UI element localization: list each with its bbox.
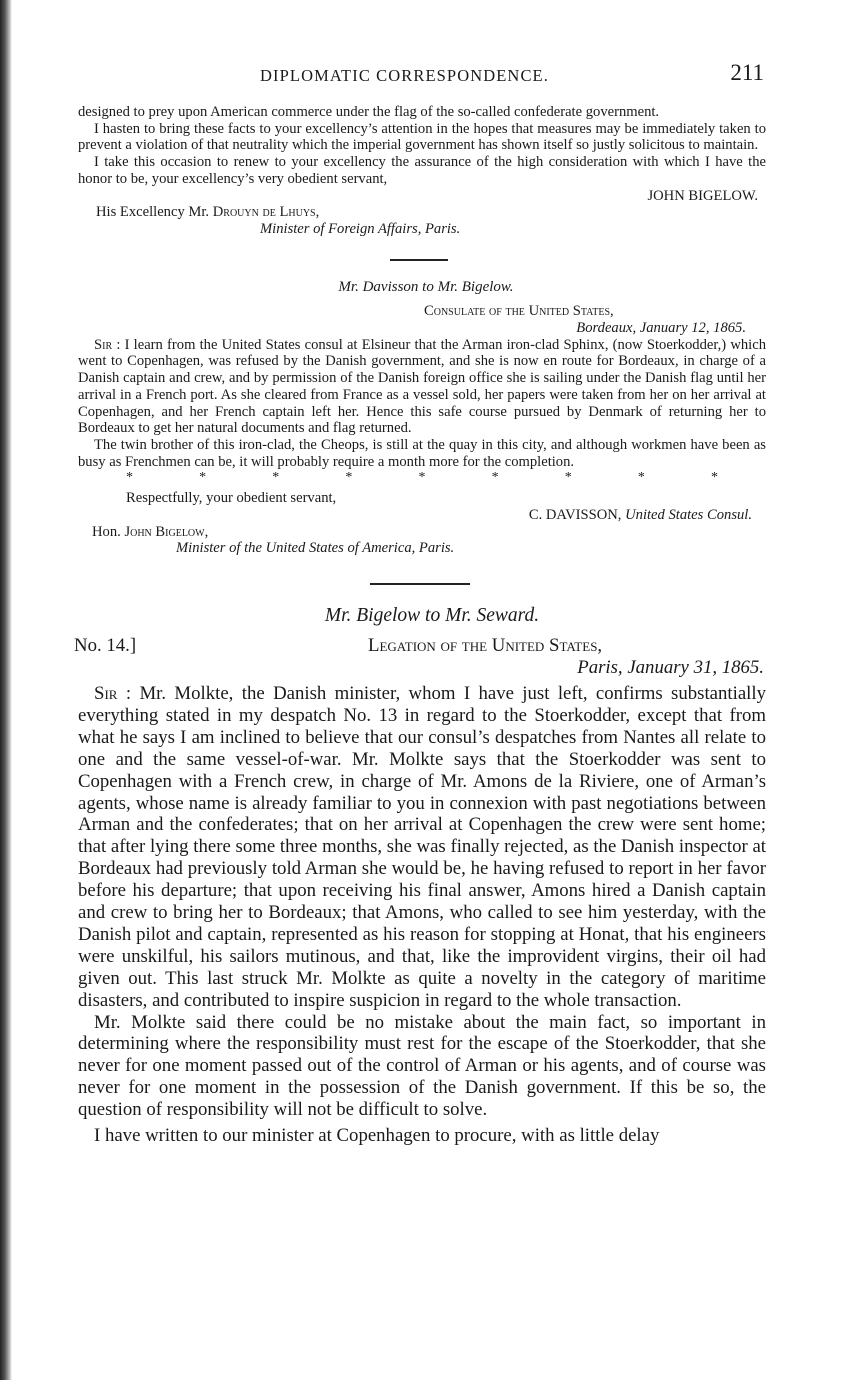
letter-bigelow-to-seward	[74, 605, 766, 1147]
page-header	[78, 60, 766, 100]
date-line: Bordeaux, January 12, 1865.	[576, 320, 746, 337]
page	[74, 60, 766, 1147]
signature	[78, 507, 766, 524]
addressee-prefix: Hon.	[92, 523, 125, 540]
paragraph: designed to prey upon American commerce under the flag of the so-called confederate government.	[78, 104, 660, 120]
book-binding-edge	[0, 0, 12, 1380]
ellipsis-stars: * * * * * * * * *	[126, 470, 718, 486]
addressee	[78, 204, 766, 221]
paragraph-text: I learn from the United States consul at Elsineur that the Arman iron-clad Sphinx, (now Stoerkodder,) which went to Copenhagen, was refused by the Danish government, and she is now en route for Bordeaux, in charge of a Danish captain and crew, and by permission of the Danish foreign office she is sailing under the Danish flag until her arrival in a French port. As she cleared from France as a vessel sold, her papers were taken from her on her arrival at Copenhagen, and her French captain left her. Hence this safe course pursued by Denmark of returning her to Bordeaux to get her natural documents and flag returned.	[78, 336, 766, 437]
signature-title: United States Consul.	[625, 507, 752, 524]
paragraph: I have written to our minister at Copenhagen to procure, with as little delay	[94, 1125, 660, 1147]
signature-name: JOHN BIGELOW.	[647, 187, 758, 204]
signature-name: C. DAVISSON,	[528, 507, 622, 524]
addressee-name: John Bigelow,	[124, 523, 209, 540]
addressee	[78, 524, 766, 541]
addressee-prefix: His Excellency Mr.	[96, 204, 213, 221]
date-line: Paris, January 31, 1865.	[577, 657, 764, 679]
dateline-row	[74, 635, 766, 657]
paragraph: Mr. Molkte said there could be no mistake about the main fact, so important in determining where the responsibility must rest for the escape of the Stoerkodder, that she never for one moment passed out of the control of Arman or his agents, and of course was never for one moment in the possession of the Danish government. If this be so, the question of responsibility will not be difficult to solve.	[78, 1011, 766, 1121]
paragraph: I take this occasion to renew to your excellency the assurance of the high consideration with which I have the honor to be, your excellency’s very obedient servant,	[78, 154, 766, 187]
addressee-title: Minister of the United States of America, Paris.	[176, 540, 455, 557]
salutation: Sir :	[94, 336, 121, 353]
page-number: 211	[730, 60, 764, 85]
running-title: DIPLOMATIC CORRESPONDENCE.	[260, 66, 549, 85]
letter-bigelow-to-drouyn	[78, 104, 766, 238]
section-divider	[390, 259, 448, 261]
signature	[78, 188, 766, 205]
closing: Respectfully, your obedient servant,	[126, 490, 337, 507]
place-line: Consulate of the United States,	[424, 303, 614, 320]
addressee-name: Drouyn de Lhuys,	[212, 204, 320, 221]
paragraph-text: Mr. Molkte, the Danish minister, whom I have just left, confirms substantially everything stated in my despatch No. 13 in regard to the Stoerkodder, except that from what he says I am inclined to believe that our consul’s despatches from Nantes all relate to one and the same vessel-of-war. Mr. Molkte says that the Stoerkodder was sent to Copenhagen with a French crew, in charge of Mr. Amons de la Riviere, one of Arman’s agents, whose name is already familiar to you in connexion with past negotiations between Arman and the confederates; that on her arrival at Copenhagen the crew were sent home; that after lying there some three months, she was finally rejected, as the Danish inspector at Bordeaux had previously told Arman she would be, he having refused to report in her favor before his departure; that upon receiving his final answer, Amons hired a Danish captain and crew to bring her to Bordeaux; that Amons, who called to see him yesterday, with the Danish pilot and captain, represented as his reason for stopping at Honat, that his engineers were unskilful, his sailors mutinous, and that, like the improvident virgins, their oil had given out. This last struck Mr. Molkte as quite a novelty in the category of maritime disasters, and contributed to inspire suspicion in regard to the whole transaction.	[78, 682, 766, 1011]
place-line: Legation of the United States,	[368, 635, 603, 657]
paragraph: The twin brother of this iron-clad, the Cheops, is still at the quay in this city, and although workmen have been as busy as Frenchmen can be, it will probably require a month more for the completion.	[78, 436, 766, 470]
letter-davisson-to-bigelow	[78, 279, 766, 558]
letter-heading: Mr. Bigelow to Mr. Seward.	[324, 605, 540, 627]
letter-heading: Mr. Davisson to Mr. Bigelow.	[338, 278, 514, 295]
addressee-title: Minister of Foreign Affairs, Paris.	[260, 220, 461, 237]
despatch-number: No. 14.]	[74, 635, 137, 657]
salutation: Sir :	[94, 682, 132, 704]
paragraph: I hasten to bring these facts to your excellency’s attention in the hopes that measures may be immediately taken to prevent a violation of that neutrality which the imperial government has shown itself so justly solicitous to maintain.	[78, 120, 766, 154]
section-divider	[370, 583, 470, 585]
